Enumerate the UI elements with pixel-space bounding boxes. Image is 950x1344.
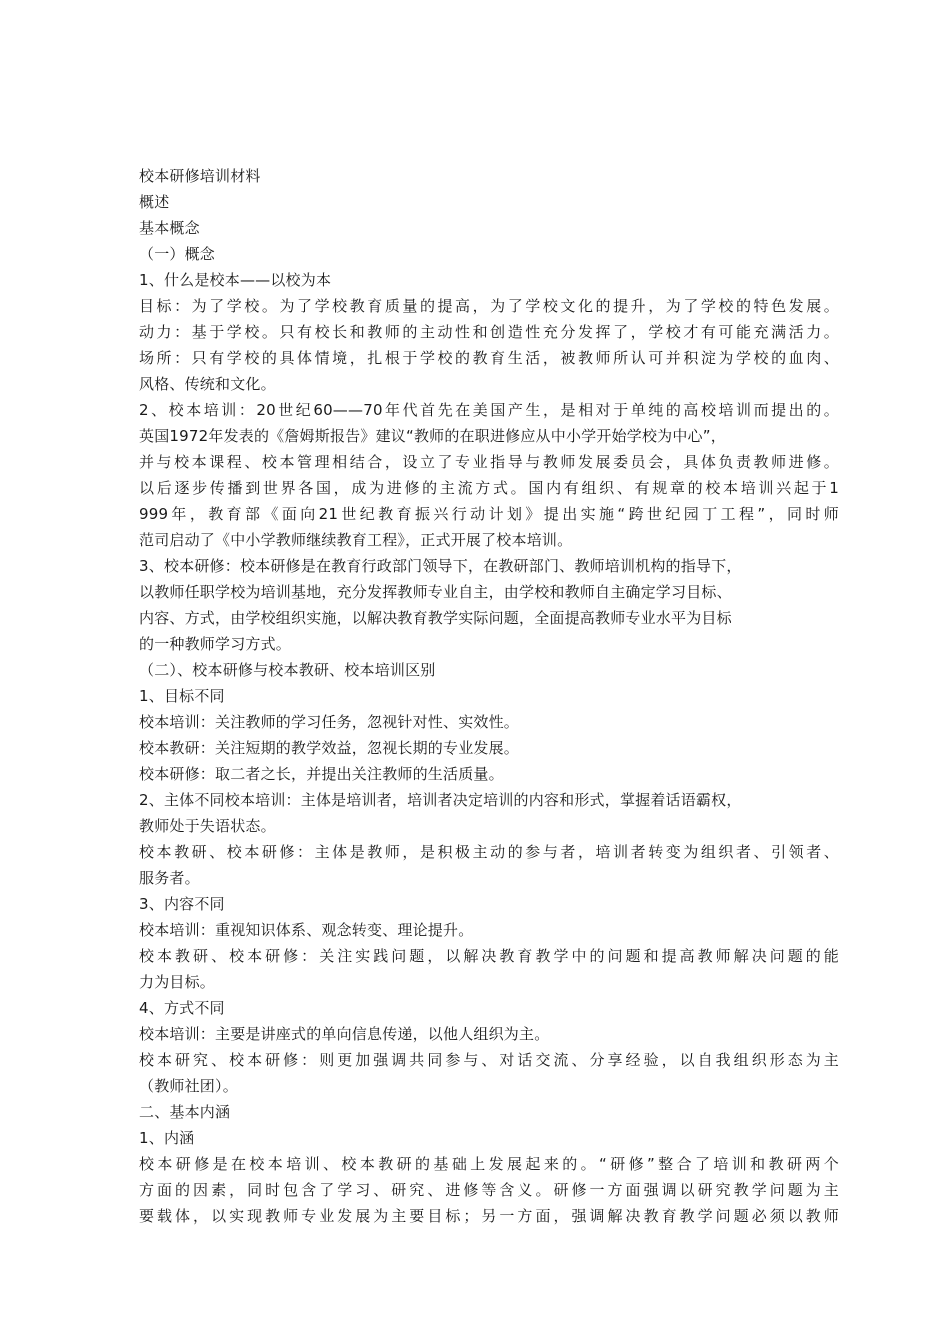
- document-line: 力为目标。: [139, 973, 216, 991]
- document-line: 目标：为了学校。为了学校教育质量的提高，为了学校文化的提升，为了学校的特色发展。: [139, 297, 839, 315]
- document-line: 英国1972年发表的《詹姆斯报告》建议“教师的在职进修应从中小学开始学校为中心”，: [139, 427, 726, 445]
- document-line: （二）、校本研修与校本教研、校本培训区别: [139, 661, 436, 679]
- document-line: （教师社团）。: [139, 1077, 238, 1095]
- document-line: 方面的因素，同时包含了学习、研究、进修等含义。研修一方面强调以研究教学问题为主: [139, 1181, 839, 1199]
- document-line: 以后逐步传播到世界各国，成为进修的主流方式。国内有组织、有规章的校本培训兴起于1: [139, 479, 839, 497]
- document-line: 校本研修培训材料: [139, 167, 261, 185]
- document-line: 的一种教师学习方式。: [139, 635, 292, 653]
- document-line: 3、校本研修：校本研修是在教育行政部门领导下，在教研部门、教师培训机构的指导下，: [139, 557, 742, 575]
- document-line: 二、基本内涵: [139, 1103, 231, 1121]
- document-line: 4、方式不同: [139, 999, 225, 1017]
- document-line: 校本研修是在校本培训、校本教研的基础上发展起来的。“研修”整合了培训和教研两个: [139, 1155, 839, 1173]
- document-line: 范司启动了《中小学教师继续教育工程》，正式开展了校本培训。: [139, 531, 573, 549]
- document-line: 校本培训：重视知识体系、观念转变、理论提升。: [139, 921, 474, 939]
- document-line: 2、校本培训：20世纪60——70年代首先在美国产生，是相对于单纯的高校培训而提出的。: [139, 401, 839, 419]
- document-line: 教师处于失语状态。: [139, 817, 276, 835]
- document-line: 概述: [139, 193, 170, 211]
- document-line: 校本教研、校本研修：关注实践问题，以解决教育教学中的问题和提高教师解决问题的能: [139, 947, 839, 965]
- document-line: 并与校本课程、校本管理相结合，设立了专业指导与教师发展委员会，具体负责教师进修。: [139, 453, 839, 471]
- document-line: 校本研究、校本研修：则更加强调共同参与、对话交流、分享经验，以自我组织形态为主: [139, 1051, 839, 1069]
- document-line: 要载体，以实现教师专业发展为主要目标；另一方面，强调解决教育教学问题必须以教师: [139, 1207, 839, 1225]
- document-line: 校本研修：取二者之长，并提出关注教师的生活质量。: [139, 765, 504, 783]
- document-body: [139, 163, 839, 1229]
- document-line: 内容、方式，由学校组织实施，以解决教育教学实际问题，全面提高教师专业水平为目标: [139, 609, 732, 627]
- document-line: 风格、传统和文化。: [139, 375, 276, 393]
- document-line: 校本教研：关注短期的教学效益，忽视长期的专业发展。: [139, 739, 520, 757]
- document-line: 999年，教育部《面向21世纪教育振兴行动计划》提出实施“跨世纪园丁工程”，同时师: [139, 505, 839, 523]
- document-line: 服务者。: [139, 869, 200, 887]
- document-line: 2、主体不同校本培训：主体是培训者，培训者决定培训的内容和形式，掌握着话语霸权，: [139, 791, 742, 809]
- document-line: 校本培训：主要是讲座式的单向信息传递，以他人组织为主。: [139, 1025, 550, 1043]
- document-line: 1、目标不同: [139, 687, 225, 705]
- document-line: 校本教研、校本研修：主体是教师，是积极主动的参与者，培训者转变为组织者、引领者、: [139, 843, 839, 861]
- document-line: 1、什么是校本——以校为本: [139, 271, 332, 289]
- document-line: （一）概念: [139, 245, 216, 263]
- document-line: 动力：基于学校。只有校长和教师的主动性和创造性充分发挥了，学校才有可能充满活力。: [139, 323, 839, 341]
- document-line: 以教师任职学校为培训基地，充分发挥教师专业自主，由学校和教师自主确定学习目标、: [139, 583, 732, 601]
- document-line: 基本概念: [139, 219, 200, 237]
- document-line: 校本培训：关注教师的学习任务，忽视针对性、实效性。: [139, 713, 520, 731]
- document-line: 3、内容不同: [139, 895, 225, 913]
- document-line: 1、内涵: [139, 1129, 195, 1147]
- document-line: 场所：只有学校的具体情境，扎根于学校的教育生活，被教师所认可并积淀为学校的血肉、: [139, 349, 839, 367]
